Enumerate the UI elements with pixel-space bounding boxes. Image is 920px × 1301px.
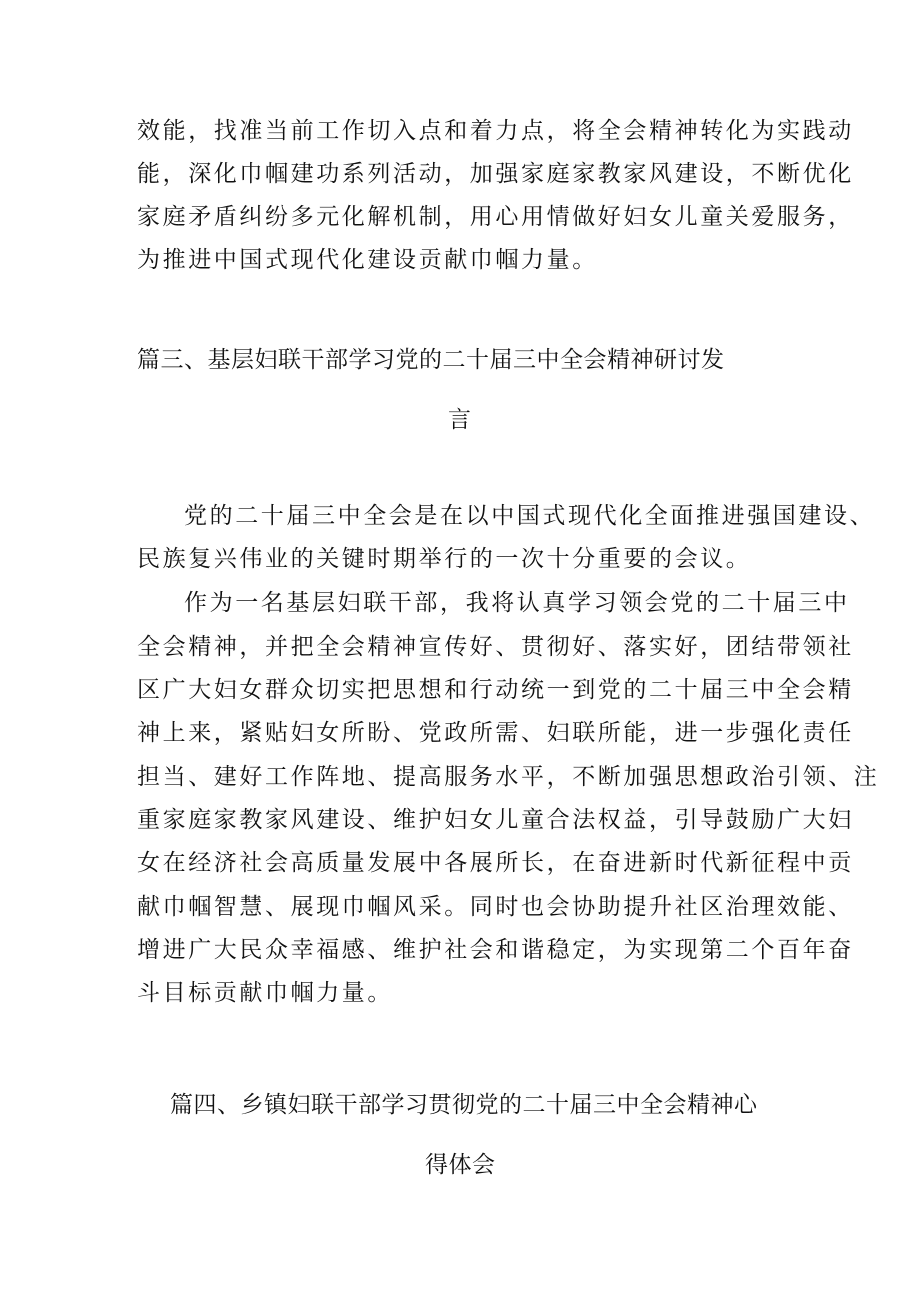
s3-para2-line-10: 斗目标贡献巾帼力量。 — [137, 980, 393, 1006]
s3-para2-line-2: 全会精神，并把全会精神宣传好、贯彻好、落实好，团结带领社 — [137, 634, 854, 660]
section3-title-line-1: 篇三、基层妇联干部学习党的二十届三中全会精神研讨发 — [137, 347, 725, 373]
s3-para2-line-5: 担当、建好工作阵地、提高服务水平，不断加强思想政治引领、注 — [137, 764, 880, 790]
s3-para2-line-9: 增进广大民众幸福感、维护社会和谐稳定，为实现第二个百年奋 — [137, 937, 854, 963]
intro-line-4: 为推进中国式现代化建设贡献巾帼力量。 — [137, 247, 598, 273]
s3-para2-line-6: 重家庭家教家风建设、维护妇女儿童合法权益，引导鼓励广大妇 — [137, 807, 854, 833]
section3-title-line-2: 言 — [448, 407, 472, 433]
s3-para2-line-1: 作为一名基层妇联干部，我将认真学习领会党的二十届三中 — [184, 590, 850, 616]
s3-para2-line-4: 神上来，紧贴妇女所盼、党政所需、妇联所能，进一步强化责任 — [137, 720, 854, 746]
section4-title-line-1: 篇四、乡镇妇联干部学习贯彻党的二十届三中全会精神心 — [170, 1092, 758, 1118]
s3-para2-line-8: 献巾帼智慧、展现巾帼风采。同时也会协助提升社区治理效能、 — [137, 894, 854, 920]
intro-line-2: 能，深化巾帼建功系列活动，加强家庭家教家风建设，不断优化 — [137, 161, 854, 187]
section4-title-line-2: 得体会 — [425, 1152, 496, 1178]
intro-line-3: 家庭矛盾纠纷多元化解机制，用心用情做好妇女儿童关爱服务， — [137, 204, 854, 230]
s3-para1-line-1: 党的二十届三中全会是在以中国式现代化全面推进强国建设、 — [184, 503, 876, 529]
s3-para2-line-7: 女在经济社会高质量发展中各展所长，在奋进新时代新征程中贡 — [137, 850, 854, 876]
s3-para2-line-3: 区广大妇女群众切实把思想和行动统一到党的二十届三中全会精 — [137, 677, 854, 703]
intro-line-1: 效能，找准当前工作切入点和着力点，将全会精神转化为实践动 — [137, 118, 854, 144]
s3-para1-line-2: 民族复兴伟业的关键时期举行的一次十分重要的会议。 — [137, 546, 752, 572]
